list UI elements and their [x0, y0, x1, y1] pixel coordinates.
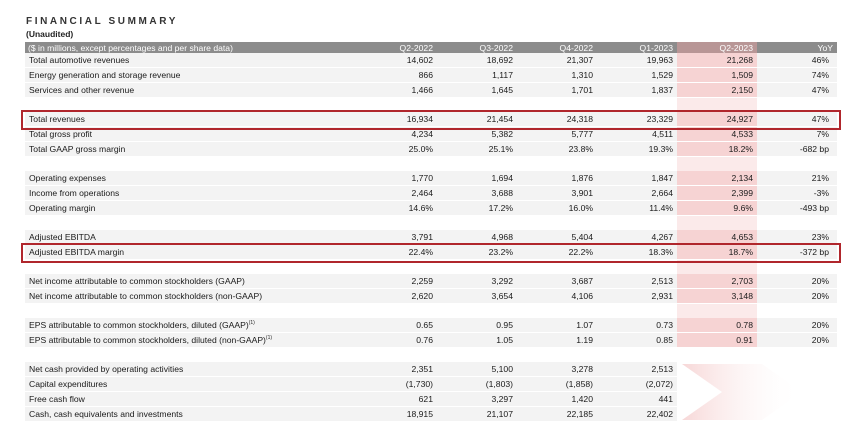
value-cell: 1,420: [517, 392, 597, 407]
value-cell: 24,318: [517, 112, 597, 127]
row-label-text: Adjusted EBITDA margin: [29, 247, 125, 257]
header-row: [25, 42, 837, 53]
value-cell: 2,134: [677, 171, 757, 186]
table-row-operating-margin: [25, 201, 837, 216]
row-label: [25, 230, 357, 245]
table-row-total-automotive-revenues: [25, 53, 837, 68]
value-cell: 2,351: [357, 362, 437, 377]
yoy-cell: -3%: [757, 186, 837, 201]
row-label: [25, 377, 357, 392]
column-header: Q1-2023: [597, 42, 677, 53]
value-cell: 22.2%: [517, 245, 597, 260]
value-cell: 18,692: [437, 53, 517, 68]
value-cell: 22,185: [517, 407, 597, 422]
value-cell: 2,259: [357, 274, 437, 289]
row-label-text: Adjusted EBITDA: [29, 232, 96, 242]
row-label: [25, 289, 357, 304]
value-cell: 0.65: [357, 318, 437, 333]
table-row-eps-attributable-to-common-stockholders-diluted-gaap: [25, 318, 837, 333]
value-cell: (2,072): [597, 377, 677, 392]
row-label-text: Total GAAP gross margin: [29, 144, 126, 154]
column-header: Q2-2022: [357, 42, 437, 53]
row-label: [25, 407, 357, 422]
value-cell: 18,915: [357, 407, 437, 422]
value-cell: 4,267: [597, 230, 677, 245]
table-row-net-income-attributable-to-common-stockholders-non-gaap: [25, 289, 837, 304]
value-cell: 21,454: [437, 112, 517, 127]
table-row-adjusted-ebitda-margin: [25, 245, 837, 260]
row-label: [25, 142, 357, 157]
row-label-text: Total automotive revenues: [29, 55, 130, 65]
row-label: [25, 318, 357, 333]
row-label-text: EPS attributable to common stockholders, diluted (non-GAAP): [29, 335, 266, 345]
value-cell: 21,307: [517, 53, 597, 68]
row-label-text: Net cash provided by operating activities: [29, 364, 184, 374]
table-row-income-from-operations: [25, 186, 837, 201]
value-cell: 5,382: [437, 127, 517, 142]
value-cell: 3,297: [437, 392, 517, 407]
row-label-text: Operating margin: [29, 203, 96, 213]
decorative-chevron: [682, 364, 812, 420]
value-cell: 1,876: [517, 171, 597, 186]
value-cell: 621: [357, 392, 437, 407]
table-row-total-gaap-gross-margin: [25, 142, 837, 157]
value-cell: 3,901: [517, 186, 597, 201]
row-label-text: Total revenues: [29, 114, 85, 124]
value-cell: 14,602: [357, 53, 437, 68]
value-cell: 16,934: [357, 112, 437, 127]
row-label-text: Income from operations: [29, 188, 120, 198]
value-cell: 0.78: [677, 318, 757, 333]
column-header: Q4-2022: [517, 42, 597, 53]
value-cell: 11.4%: [597, 201, 677, 216]
value-cell: 0.91: [677, 333, 757, 348]
value-cell: 3,687: [517, 274, 597, 289]
value-cell: 4,234: [357, 127, 437, 142]
value-cell: 2,464: [357, 186, 437, 201]
value-cell: 16.0%: [517, 201, 597, 216]
value-cell: 3,654: [437, 289, 517, 304]
yoy-cell: -372 bp: [757, 245, 837, 260]
value-cell: 5,100: [437, 362, 517, 377]
value-cell: 1,645: [437, 83, 517, 98]
column-header: Q3-2022: [437, 42, 517, 53]
value-cell: 19.3%: [597, 142, 677, 157]
row-label: [25, 201, 357, 216]
row-label: [25, 83, 357, 98]
row-label-text: Total gross profit: [29, 129, 93, 139]
footnote-marker: (1): [248, 320, 255, 327]
value-cell: 3,292: [437, 274, 517, 289]
row-label-text: Services and other revenue: [29, 85, 135, 95]
row-label: [25, 53, 357, 68]
row-label-text: Cash, cash equivalents and investments: [29, 409, 183, 419]
row-label: [25, 112, 357, 127]
value-cell: 2,703: [677, 274, 757, 289]
value-cell: 4,106: [517, 289, 597, 304]
value-cell: 4,533: [677, 127, 757, 142]
table-row-energy-generation-and-storage-revenue: [25, 68, 837, 83]
yoy-cell: 20%: [757, 318, 837, 333]
spacer-row: [25, 348, 837, 363]
yoy-cell: -682 bp: [757, 142, 837, 157]
row-label-text: Net income attributable to common stockholders (non-GAAP): [29, 291, 263, 301]
yoy-cell: 20%: [757, 274, 837, 289]
spacer-row: [25, 216, 837, 231]
table-row-eps-attributable-to-common-stockholders-diluted-non-gaap: [25, 333, 837, 348]
yoy-cell: 47%: [757, 112, 837, 127]
value-cell: 1,529: [597, 68, 677, 83]
value-cell: 5,777: [517, 127, 597, 142]
row-label-text: Net income attributable to common stockholders (GAAP): [29, 276, 245, 286]
value-cell: 3,278: [517, 362, 597, 377]
value-cell: 3,791: [357, 230, 437, 245]
value-cell: 17.2%: [437, 201, 517, 216]
value-cell: 25.1%: [437, 142, 517, 157]
value-cell: 2,513: [597, 362, 677, 377]
value-cell: 23.8%: [517, 142, 597, 157]
yoy-cell: 21%: [757, 171, 837, 186]
value-cell: 18.7%: [677, 245, 757, 260]
spacer-row: [25, 304, 837, 319]
value-cell: 1,310: [517, 68, 597, 83]
value-cell: 1.19: [517, 333, 597, 348]
value-cell: 4,653: [677, 230, 757, 245]
yoy-cell: 20%: [757, 333, 837, 348]
value-cell: (1,803): [437, 377, 517, 392]
value-cell: 23.2%: [437, 245, 517, 260]
value-cell: 21,268: [677, 53, 757, 68]
spacer-row: [25, 98, 837, 113]
row-label: [25, 171, 357, 186]
column-header: YoY: [757, 42, 837, 53]
value-cell: 5,404: [517, 230, 597, 245]
row-label: [25, 392, 357, 407]
value-cell: 1,847: [597, 171, 677, 186]
spacer-row: [25, 260, 837, 275]
yoy-cell: 23%: [757, 230, 837, 245]
spacer-row: [25, 157, 837, 172]
yoy-cell: 46%: [757, 53, 837, 68]
value-cell: 14.6%: [357, 201, 437, 216]
value-cell: 1,509: [677, 68, 757, 83]
value-cell: 4,511: [597, 127, 677, 142]
value-cell: 2,399: [677, 186, 757, 201]
yoy-cell: 20%: [757, 289, 837, 304]
row-label: [25, 127, 357, 142]
value-cell: 2,931: [597, 289, 677, 304]
row-label-text: Energy generation and storage revenue: [29, 70, 181, 80]
value-cell: 0.73: [597, 318, 677, 333]
row-label-text: Capital expenditures: [29, 379, 108, 389]
row-label-text: Free cash flow: [29, 394, 85, 404]
value-cell: 2,664: [597, 186, 677, 201]
row-label: [25, 274, 357, 289]
value-cell: 1,466: [357, 83, 437, 98]
value-cell: 0.76: [357, 333, 437, 348]
value-cell: 866: [357, 68, 437, 83]
yoy-cell: 74%: [757, 68, 837, 83]
value-cell: 18.2%: [677, 142, 757, 157]
page-subtitle: (Unaudited): [26, 29, 74, 39]
row-label: [25, 362, 357, 377]
value-cell: 441: [597, 392, 677, 407]
value-cell: 2,150: [677, 83, 757, 98]
value-cell: 1,117: [437, 68, 517, 83]
value-cell: 0.95: [437, 318, 517, 333]
value-cell: (1,858): [517, 377, 597, 392]
value-cell: 1,837: [597, 83, 677, 98]
row-label-text: Operating expenses: [29, 173, 106, 183]
value-cell: 4,968: [437, 230, 517, 245]
table-row-adjusted-ebitda: [25, 230, 837, 245]
page-title: FINANCIAL SUMMARY: [26, 16, 178, 27]
yoy-cell: 47%: [757, 83, 837, 98]
value-cell: 19,963: [597, 53, 677, 68]
table-row-operating-expenses: [25, 171, 837, 186]
value-cell: 3,148: [677, 289, 757, 304]
table-row-net-income-attributable-to-common-stockholders-gaap: [25, 274, 837, 289]
value-cell: 18.3%: [597, 245, 677, 260]
value-cell: 3,688: [437, 186, 517, 201]
yoy-cell: 7%: [757, 127, 837, 142]
footnote-marker: (1): [265, 335, 273, 342]
value-cell: 9.6%: [677, 201, 757, 216]
table-row-services-and-other-revenue: [25, 83, 837, 98]
value-cell: 1,694: [437, 171, 517, 186]
value-cell: 2,513: [597, 274, 677, 289]
value-cell: (1,730): [357, 377, 437, 392]
column-header: Q2-2023: [677, 42, 757, 53]
value-cell: 1,701: [517, 83, 597, 98]
value-cell: 24,927: [677, 112, 757, 127]
value-cell: 22,402: [597, 407, 677, 422]
row-label: [25, 333, 357, 348]
value-cell: 23,329: [597, 112, 677, 127]
yoy-cell: -493 bp: [757, 201, 837, 216]
value-cell: 1.05: [437, 333, 517, 348]
value-cell: 1.07: [517, 318, 597, 333]
row-label: [25, 186, 357, 201]
value-cell: 2,620: [357, 289, 437, 304]
table-row-total-revenues: [25, 112, 837, 127]
row-label: [25, 245, 357, 260]
value-cell: 21,107: [437, 407, 517, 422]
row-label: [25, 68, 357, 83]
row-label-text: EPS attributable to common stockholders, diluted (GAAP): [29, 320, 249, 330]
value-cell: 0.85: [597, 333, 677, 348]
column-header-label: ($ in millions, except percentages and per share data): [25, 42, 357, 53]
value-cell: 1,770: [357, 171, 437, 186]
value-cell: 22.4%: [357, 245, 437, 260]
value-cell: 25.0%: [357, 142, 437, 157]
table-row-total-gross-profit: [25, 127, 837, 142]
